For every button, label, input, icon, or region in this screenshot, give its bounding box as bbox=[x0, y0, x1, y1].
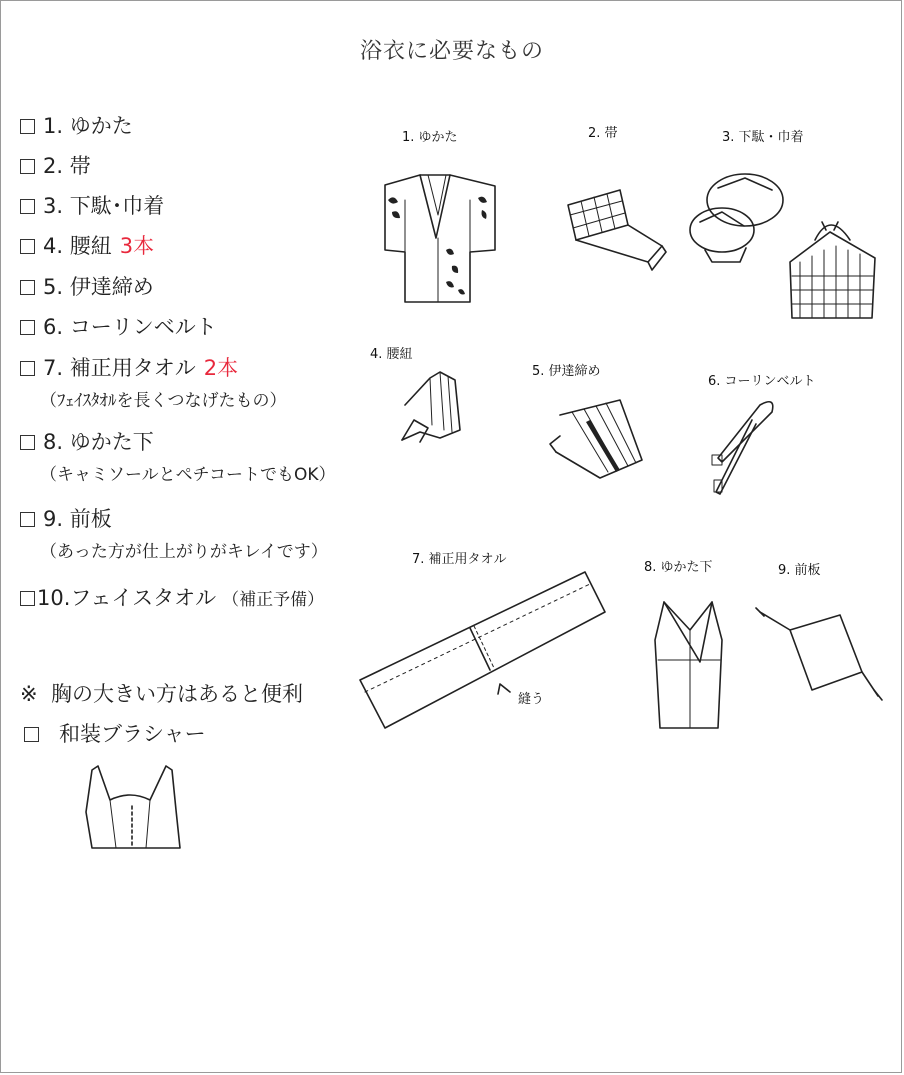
item-label: 前板 bbox=[69, 507, 112, 531]
figure-label-korin: 6. コーリンベルト bbox=[708, 374, 816, 389]
item-number: 1. bbox=[43, 114, 64, 138]
item-label: ゆかた下 bbox=[69, 430, 154, 454]
yukata-illustration bbox=[385, 175, 495, 302]
bust-note-text: 胸の大きい方はあると便利 bbox=[50, 682, 303, 706]
item-number: 4. bbox=[43, 234, 64, 258]
item-label: 補正用タオル bbox=[69, 356, 196, 380]
page-title: 浴衣に必要なもの bbox=[359, 39, 544, 64]
item-label: 腰紐 bbox=[69, 234, 112, 258]
item-label: ゆかた bbox=[69, 114, 133, 138]
korin-belt-illustration bbox=[712, 402, 773, 494]
figure-label-nuu: 縫う bbox=[518, 692, 545, 707]
quantity-note: 3本 bbox=[119, 234, 155, 258]
item-label: 下駄･巾着 bbox=[69, 194, 165, 218]
item-number: 7. bbox=[43, 356, 64, 380]
maeita-illustration bbox=[756, 608, 882, 700]
figure-label-towel: 7. 補正用タオル bbox=[412, 552, 507, 567]
item-label: 伊達締め bbox=[69, 275, 154, 299]
item-number: 10. bbox=[37, 586, 71, 610]
quantity-note: 2本 bbox=[203, 356, 239, 380]
item-label: 帯 bbox=[69, 154, 91, 178]
item-number: 3. bbox=[43, 194, 64, 218]
item-label: コーリンベルト bbox=[69, 315, 217, 339]
figure-label-datejime: 5. 伊達締め bbox=[532, 364, 601, 379]
item-number: 8. bbox=[43, 430, 64, 454]
figure-label-yukata: 1. ゆかた bbox=[402, 130, 458, 145]
item-number: 2. bbox=[43, 154, 64, 178]
towel-illustration bbox=[360, 572, 605, 728]
item-note: （あった方が仕上がりがキレイです） bbox=[40, 542, 328, 562]
item-extra: （補正予備） bbox=[222, 590, 325, 610]
obi-illustration bbox=[568, 190, 666, 270]
reference-mark: ※ bbox=[20, 682, 38, 706]
figure-label-himo: 4. 腰紐 bbox=[370, 347, 413, 362]
figure-label-obi: 2. 帯 bbox=[588, 126, 618, 141]
item-number: 5. bbox=[43, 275, 64, 299]
item-number: 9. bbox=[43, 507, 64, 531]
item-label: フェイスタオル bbox=[70, 586, 217, 610]
item-note: （ﾌｪｲｽﾀｵﾙを長くつなげたもの） bbox=[40, 391, 287, 411]
figure-label-shitagi: 8. ゆかた下 bbox=[644, 560, 713, 575]
koshihimo-illustration bbox=[402, 372, 460, 442]
item-note: （キャミソールとペチコートでもOK） bbox=[40, 465, 336, 485]
figure-label-geta: 3. 下駄・巾着 bbox=[722, 130, 804, 145]
item-number: 6. bbox=[43, 315, 64, 339]
geta-kinchaku-illustration bbox=[690, 174, 875, 318]
figure-label-maeita: 9. 前板 bbox=[778, 563, 821, 578]
brassiere-illustration bbox=[86, 766, 180, 848]
shitagi-illustration bbox=[655, 602, 722, 728]
item-label: 和装ブラシャー bbox=[59, 722, 206, 746]
datejime-illustration bbox=[550, 400, 642, 478]
